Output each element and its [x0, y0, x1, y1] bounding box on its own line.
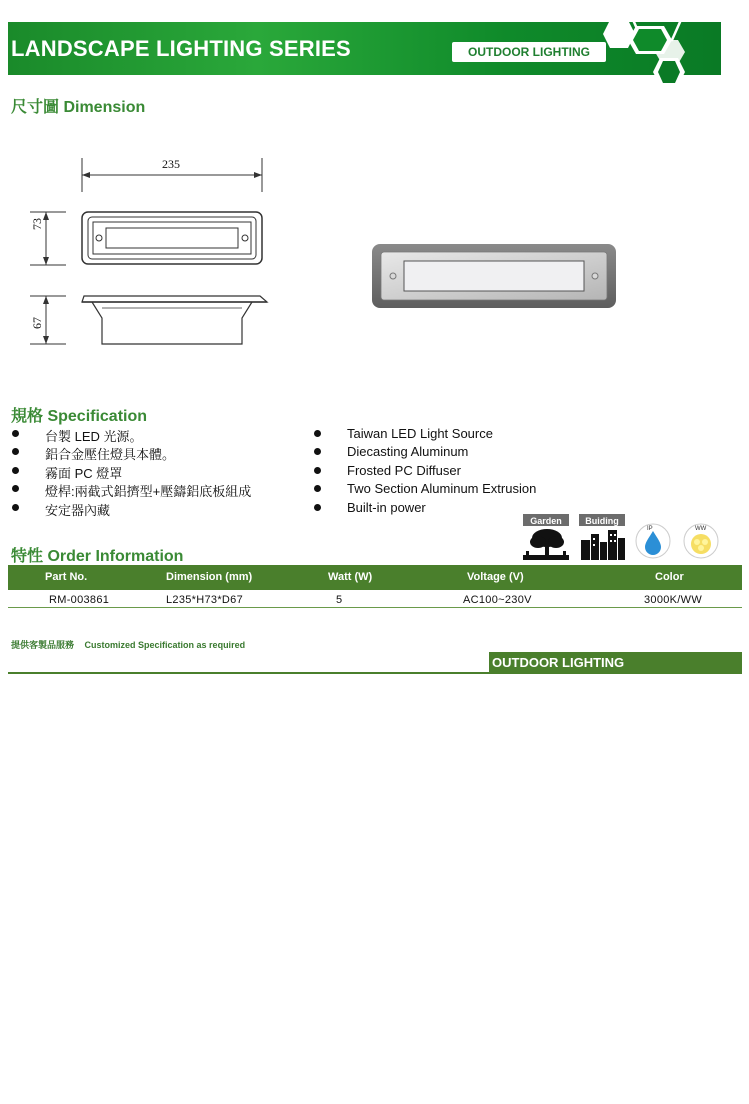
- order-table-header: [8, 565, 742, 590]
- spec-zh-item: 台製 LED 光源。: [45, 429, 143, 444]
- cell-watt: 5: [336, 594, 343, 606]
- category-ribbon-label: OUTDOOR LIGHTING: [468, 45, 590, 59]
- spec-en-item: Taiwan LED Light Source: [347, 426, 493, 441]
- building-badge-label: Buiding: [585, 516, 619, 526]
- garden-badge: [523, 514, 569, 560]
- spec-zh-item: 燈桿:兩截式鋁擠型+壓鑄鋁底板組成: [45, 484, 252, 499]
- cell-color: 3000K/WW: [644, 594, 703, 606]
- custom-service-zh: 提供客製品服務: [11, 640, 75, 650]
- order-title: 特性 Order Information: [11, 548, 184, 565]
- col-part-no: Part No.: [45, 571, 88, 583]
- spec-en-item: Diecasting Aluminum: [347, 444, 469, 459]
- footer-divider: [8, 672, 742, 674]
- bullet-icon: [314, 485, 321, 492]
- dimension-title: 尺寸圖 Dimension: [11, 99, 146, 116]
- custom-service-en: Customized Specification as required: [84, 640, 246, 650]
- cell-voltage: AC100~230V: [463, 594, 532, 606]
- page-title: LANDSCAPE LIGHTING SERIES: [11, 36, 351, 61]
- category-ribbon: [452, 42, 606, 62]
- spec-zh-item: 安定器內藏: [45, 503, 111, 518]
- ip-water-drop-icon: [634, 522, 672, 560]
- product-photo: [370, 242, 618, 310]
- bullet-icon: [12, 430, 19, 437]
- height-label: 73: [30, 218, 44, 230]
- bullet-icon: [12, 467, 19, 474]
- bullet-icon: [314, 448, 321, 455]
- ww-label: WW: [695, 526, 707, 532]
- bullet-icon: [12, 448, 19, 455]
- bullet-icon: [314, 504, 321, 511]
- cell-dimension: L235*H73*D67: [166, 594, 243, 606]
- spec-en-item: Two Section Aluminum Extrusion: [347, 481, 537, 496]
- col-watt: Watt (W): [328, 571, 373, 583]
- building-badge: [579, 514, 625, 560]
- cell-part: RM-003861: [49, 594, 110, 606]
- spec-zh-item: 霧面 PC 燈罩: [45, 466, 123, 481]
- custom-service-note: [11, 638, 245, 651]
- bullet-icon: [12, 504, 19, 511]
- footer-category-bar: [489, 652, 742, 672]
- col-voltage: Voltage (V): [467, 571, 524, 583]
- dimension-drawing: [22, 150, 282, 355]
- spec-zh-item: 鋁合金壓住燈具本體。: [45, 447, 176, 462]
- bullet-icon: [12, 485, 19, 492]
- footer-category-label: OUTDOOR LIGHTING: [492, 655, 625, 670]
- bullet-icon: [314, 430, 321, 437]
- spec-title: 規格 Specification: [11, 408, 148, 425]
- spec-en-item: Built-in power: [347, 500, 426, 515]
- ip-label: IP: [647, 526, 653, 532]
- city-skyline-icon: [579, 526, 625, 560]
- col-dimension: Dimension (mm): [166, 571, 253, 583]
- col-color: Color: [655, 571, 684, 583]
- hexagon-decoration-icon: [600, 0, 749, 90]
- tree-icon: [523, 526, 569, 560]
- table-row: [8, 590, 742, 608]
- bullet-icon: [314, 467, 321, 474]
- garden-badge-label: Garden: [530, 516, 562, 526]
- width-label: 235: [162, 157, 180, 171]
- depth-label: 67: [30, 317, 44, 329]
- spec-en-item: Frosted PC Diffuser: [347, 463, 461, 478]
